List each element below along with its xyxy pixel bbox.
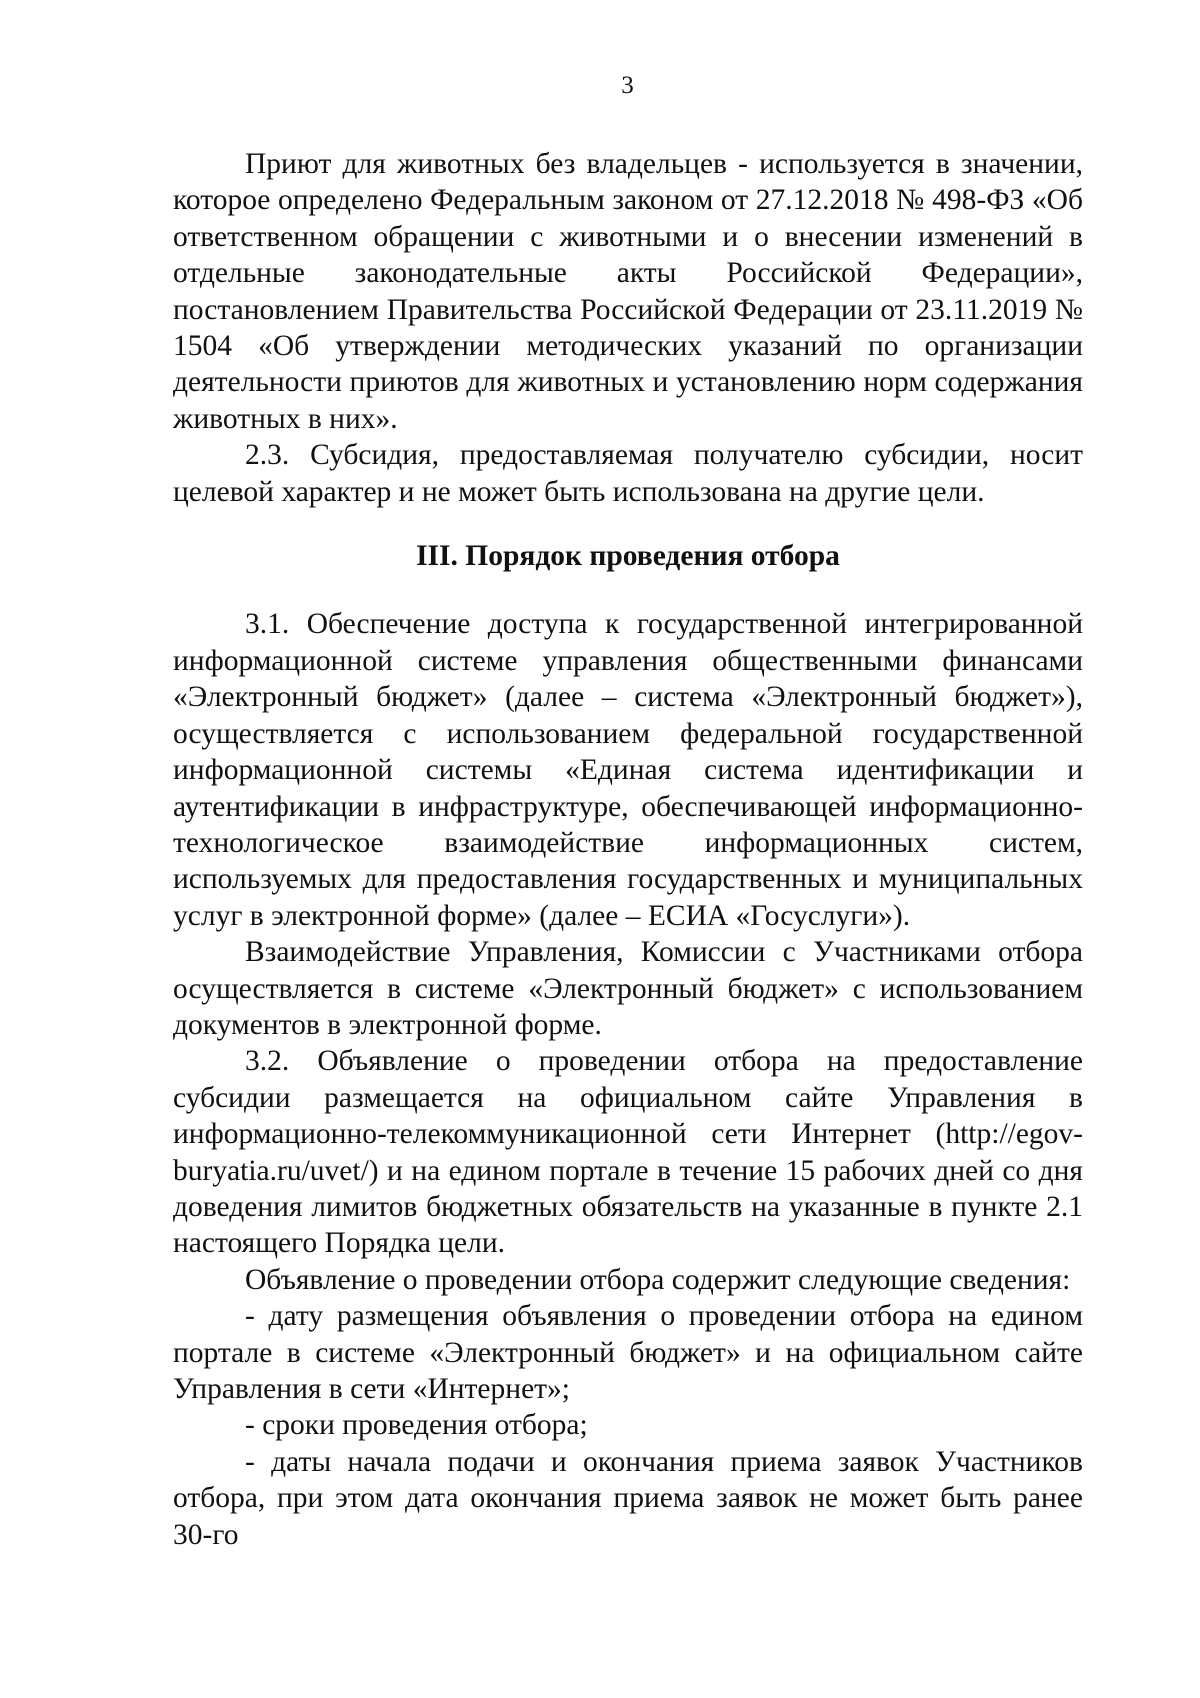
section-heading: III. Порядок проведения отбора xyxy=(416,540,840,573)
list-item-publication-date: - дату размещения объявления о проведении отбора на едином портале в системе «Электронный бюджет» и на официальном сайте Управления в сети «Интернет»; xyxy=(173,1300,1083,1405)
page-number: 3 xyxy=(621,72,634,99)
paragraph-3-2-announcement: 3.2. Объявление о проведении отбора на предоставление субсидии размещается на официальном сайте Управления в информационно-телекоммуникационной сети Интернет (http://egov-buryatia.ru/uvet/) и на едином портале в течение 15 рабочих дней со дня доведения лимитов бюджетных обязательств на указанные в пункте 2.1 настоящего Порядка цели. xyxy=(173,1045,1083,1260)
paragraph-3-1-system-access: 3.1. Обеспечение доступа к государственной интегрированной информационной системе управления общественными финансами «Электронный бюджет» (далее – система «Электронный бюджет»), осуществляется с использованием федеральной государственной информационной системы «Единая система идентификации и аутентификации в инфраструктуре, обеспечивающей информационно-технологическое взаимодействие информационных систем, используемых для предоставления государственных и муниципальных услуг в электронной форме» (далее – ЕСИА «Госуслуги»). xyxy=(173,608,1083,932)
document-body xyxy=(173,146,1083,1553)
paragraph-2-3-subsidy-purpose: 2.3. Субсидия, предоставляемая получателю субсидии, носит целевой характер и не может быть использована на другие цели. xyxy=(173,439,1083,508)
paragraph-interaction: Взаимодействие Управления, Комиссии с Участниками отбора осуществляется в системе «Электронный бюджет» с использованием документов в электронной форме. xyxy=(173,936,1083,1041)
list-item-selection-timeframe: - сроки проведения отбора; xyxy=(245,1409,588,1442)
paragraph-announcement-contents: Объявление о проведении отбора содержит следующие сведения: xyxy=(245,1263,1071,1296)
list-item-application-dates: - даты начала подачи и окончания приема заявок Участников отбора, при этом дата окончания приема заявок не может быть ранее 30-го xyxy=(173,1445,1083,1551)
paragraph-animal-shelter-definition: Приют для животных без владельцев - используется в значении, которое определено Федеральным законом от 27.12.2018 № 498-ФЗ «Об ответственном обращении с животными и о внесении изменений в отдельные законодательные акты Российской Федерации», постановлением Правительства Российской Федерации от 23.11.2019 № 1504 «Об утверждении методических указаний по организации деятельности приютов для животных и установлению норм содержания животных в них». xyxy=(173,148,1083,435)
